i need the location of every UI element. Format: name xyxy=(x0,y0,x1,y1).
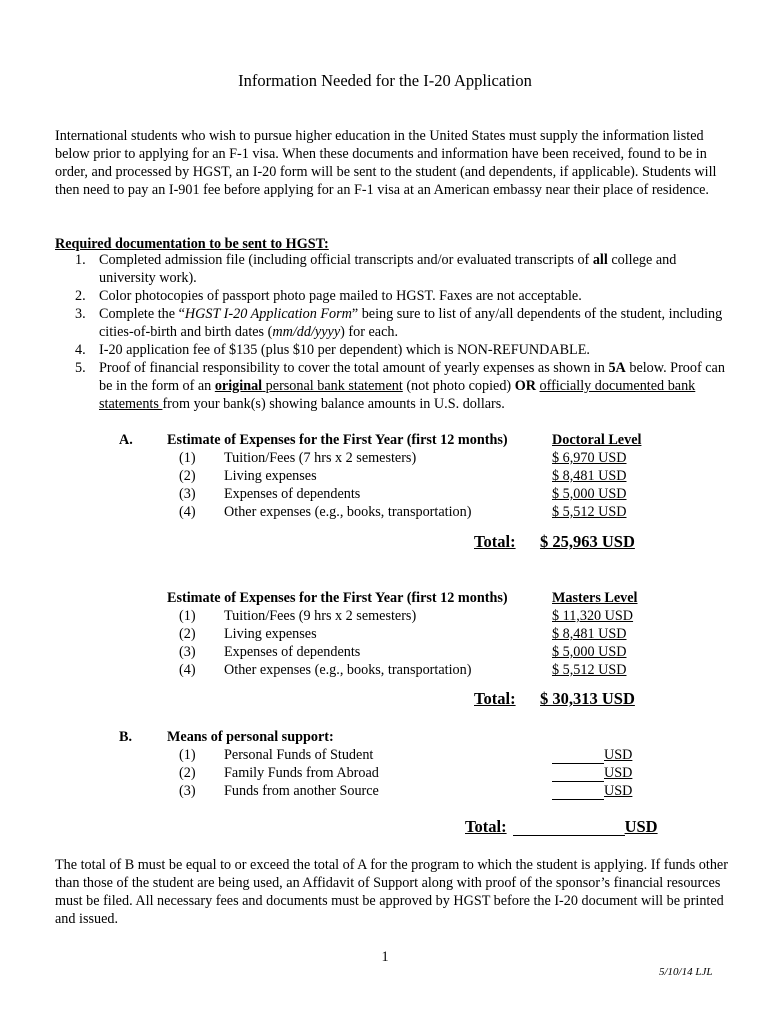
row-number: (2) xyxy=(179,765,196,781)
row-number: (3) xyxy=(179,783,196,799)
expense-label: Other expenses (e.g., books, transportation) xyxy=(224,504,472,520)
list-item: 1. Completed admission file (including official transcripts and/or evaluated transcripts of all college and university work). xyxy=(75,252,677,286)
page-title: Information Needed for the I-20 Application xyxy=(238,71,532,90)
list-item: 2. Color photocopies of passport photo page mailed to HGST. Faxes are not acceptable. xyxy=(75,288,582,304)
expense-amount: $ 11,320 USD xyxy=(552,608,634,624)
row-number: (3) xyxy=(179,486,196,502)
expense-label: Tuition/Fees (7 hrs x 2 semesters) xyxy=(224,450,417,466)
row-number: (2) xyxy=(179,626,196,642)
row-number: (1) xyxy=(179,747,196,763)
expense-label: Tuition/Fees (9 hrs x 2 semesters) xyxy=(224,608,417,624)
masters-total-label: Total: xyxy=(474,689,516,708)
masters-level-label: Masters Level xyxy=(552,590,638,606)
support-amount-field[interactable]: USD xyxy=(552,782,632,800)
expense-label: Living expenses xyxy=(224,626,317,642)
support-label: Family Funds from Abroad xyxy=(224,765,379,781)
support-amount-field[interactable]: USD xyxy=(552,746,632,764)
page-number: 1 xyxy=(381,949,389,965)
expense-label: Other expenses (e.g., books, transportation) xyxy=(224,662,472,678)
list-item: 4. I-20 application fee of $135 (plus $10 per dependent) which is NON-REFUNDABLE. xyxy=(75,342,590,358)
intro-paragraph: International students who wish to pursue higher education in the United States must supply the information listed below prior to applying for an F-1 visa. When these documents and information have been received, found to be in order, and processed by HGST, an I-20 form will be sent to the student (and dependents, if applicable). Students will then need to pay an I-901 fee before applying for an F-1 visa at an American embassy near their place of residence. xyxy=(55,128,717,198)
expense-amount: $ 5,000 USD xyxy=(552,644,627,660)
expense-amount: $ 8,481 USD xyxy=(552,468,627,484)
support-label: Funds from another Source xyxy=(224,783,379,799)
expense-amount: $ 5,512 USD xyxy=(552,504,627,520)
section-b-letter: B. xyxy=(119,729,133,745)
expense-label: Expenses of dependents xyxy=(224,486,361,502)
expense-amount: $ 5,512 USD xyxy=(552,662,627,678)
row-number: (1) xyxy=(179,450,196,466)
support-total[interactable]: Total: USD xyxy=(465,817,658,836)
expense-label: Living expenses xyxy=(224,468,317,484)
doctoral-heading: Estimate of Expenses for the First Year (first 12 months) xyxy=(167,432,508,448)
support-heading: Means of personal support: xyxy=(167,729,334,745)
footer-date: 5/10/14 LJL xyxy=(659,966,713,978)
required-heading: Required documentation to be sent to HGST: xyxy=(55,236,329,252)
support-amount-field[interactable]: USD xyxy=(552,764,632,782)
doctoral-total-label: Total: xyxy=(474,532,516,551)
masters-heading: Estimate of Expenses for the First Year (first 12 months) xyxy=(167,590,508,606)
doctoral-level-label: Doctoral Level xyxy=(552,432,642,448)
doctoral-total-value: $ 25,963 USD xyxy=(540,532,635,551)
section-a-letter: A. xyxy=(119,432,133,448)
required-list xyxy=(55,251,735,413)
expense-amount: $ 6,970 USD xyxy=(552,450,627,466)
row-number: (2) xyxy=(179,468,196,484)
masters-total-value: $ 30,313 USD xyxy=(540,689,635,708)
expense-amount: $ 5,000 USD xyxy=(552,486,627,502)
row-number: (4) xyxy=(179,504,196,520)
row-number: (4) xyxy=(179,662,196,678)
support-label: Personal Funds of Student xyxy=(224,747,374,763)
row-number: (1) xyxy=(179,608,196,624)
closing-paragraph: The total of B must be equal to or exceed the total of A for the program to which the student is applying. If funds other than those of the student are being used, an Affidavit of Support along with proof of the sponsor’s financial resources must be filed. All necessary fees and documents must be approved by HGST before the I-20 document will be printed and issued. xyxy=(55,857,728,927)
list-item: 3. Complete the “HGST I-20 Application Form” being sure to list of any/all dependents of the student, including cities-of-birth and birth dates (mm/dd/yyyy) for each. xyxy=(75,306,723,340)
expense-label: Expenses of dependents xyxy=(224,644,361,660)
expense-amount: $ 8,481 USD xyxy=(552,626,627,642)
row-number: (3) xyxy=(179,644,196,660)
list-item: 5. Proof of financial responsibility to cover the total amount of yearly expenses as shown in 5A below. Proof can be in the form of an original personal bank statement (not photo copied) OR officially documented bank statements from your bank(s) showing balance amounts in U.S. dollars. xyxy=(75,360,725,412)
